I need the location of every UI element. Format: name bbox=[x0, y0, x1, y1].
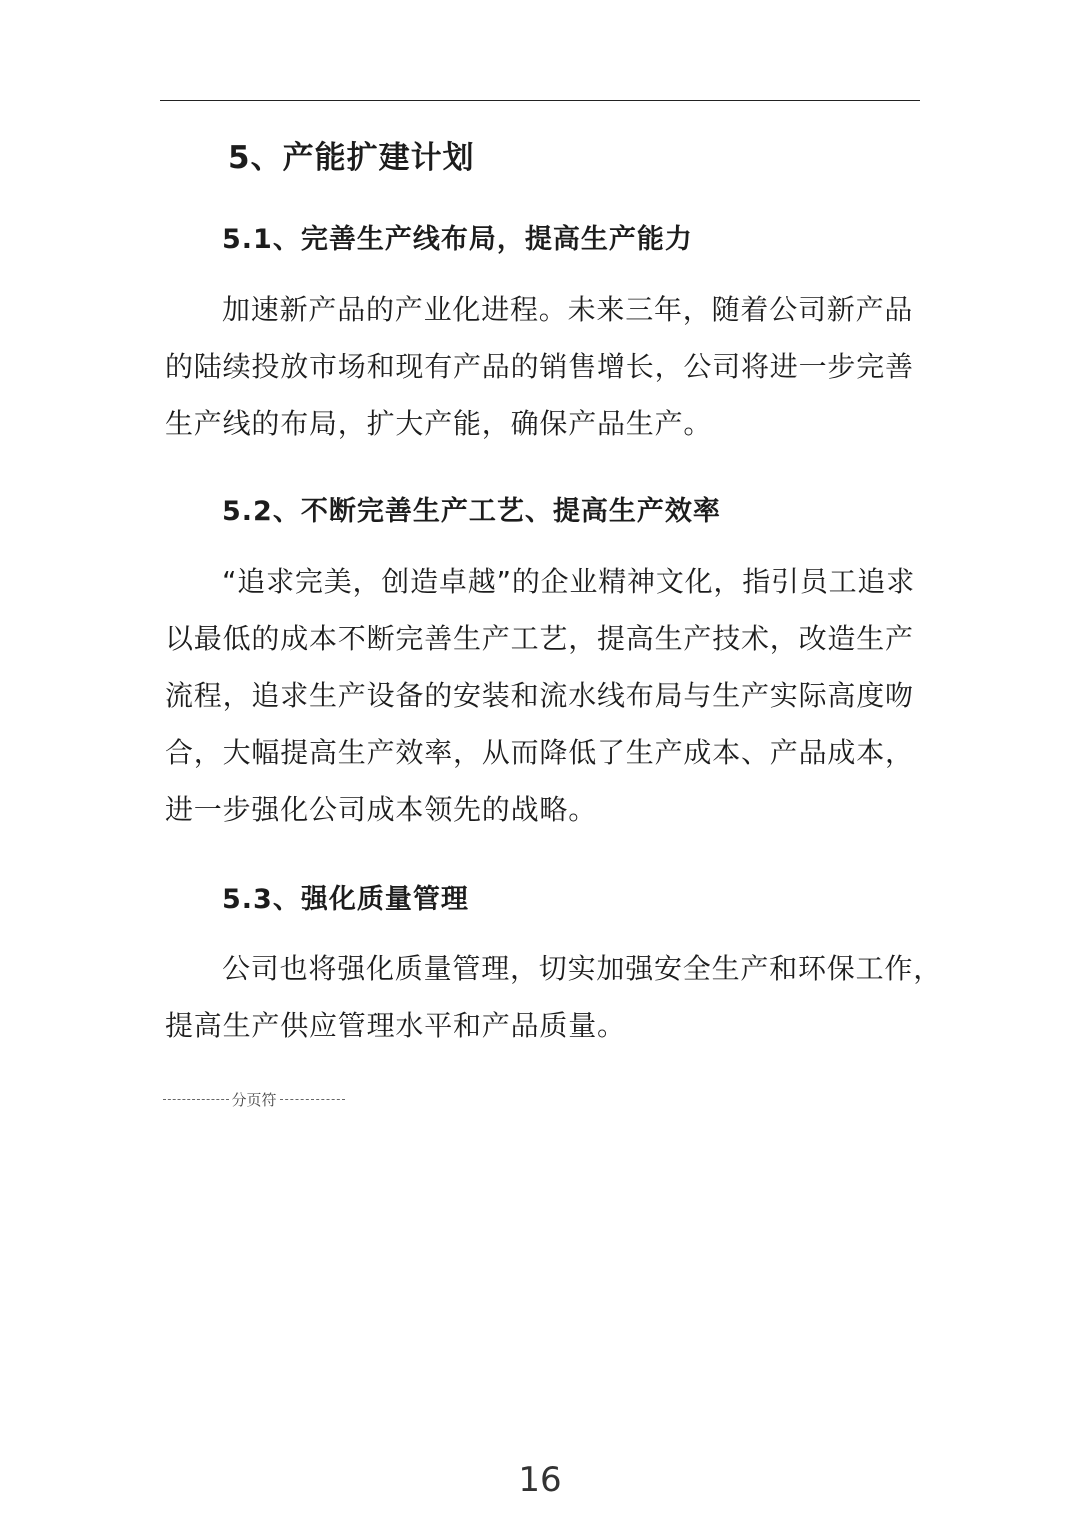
paragraph-line: 加速新产品的产业化进程。未来三年，随着公司新产品 bbox=[222, 293, 914, 326]
paragraph-5-1 bbox=[165, 281, 914, 452]
subsection-heading-5-2: 5.2、不断完善生产工艺、提高生产效率 bbox=[222, 496, 721, 527]
header-rule bbox=[160, 100, 920, 101]
paragraph-5-3 bbox=[165, 940, 942, 1054]
paragraph-line: 公司也将强化质量管理，切实加强安全生产和环保工作， bbox=[222, 952, 943, 985]
page-break-marker bbox=[163, 1088, 345, 1110]
paragraph-line: “追求完美，创造卓越”的企业精神文化，指引员工追求 bbox=[222, 565, 916, 598]
paragraph-line: 的陆续投放市场和现有产品的销售增长，公司将进一步完善 bbox=[165, 350, 914, 383]
subsection-heading-5-1: 5.1、完善生产线布局，提高生产能力 bbox=[222, 224, 693, 255]
page-break-dash-right bbox=[280, 1099, 346, 1100]
page-number: 16 bbox=[518, 1460, 562, 1500]
page-break-label: 分页符 bbox=[231, 1090, 277, 1109]
paragraph-line: 进一步强化公司成本领先的战略。 bbox=[165, 793, 598, 826]
section-title: 5、产能扩建计划 bbox=[228, 140, 475, 176]
subsection-heading-5-3: 5.3、强化质量管理 bbox=[222, 884, 469, 915]
paragraph-5-2 bbox=[165, 553, 915, 838]
page-break-dash-left bbox=[163, 1099, 229, 1100]
paragraph-line: 以最低的成本不断完善生产工艺，提高生产技术，改造生产 bbox=[165, 622, 914, 655]
paragraph-line: 合，大幅提高生产效率，从而降低了生产成本、产品成本， bbox=[165, 736, 914, 769]
paragraph-line: 提高生产供应管理水平和产品质量。 bbox=[165, 1009, 626, 1042]
paragraph-line: 流程，追求生产设备的安装和流水线布局与生产实际高度吻 bbox=[165, 679, 914, 712]
paragraph-line: 生产线的布局，扩大产能，确保产品生产。 bbox=[165, 407, 713, 440]
